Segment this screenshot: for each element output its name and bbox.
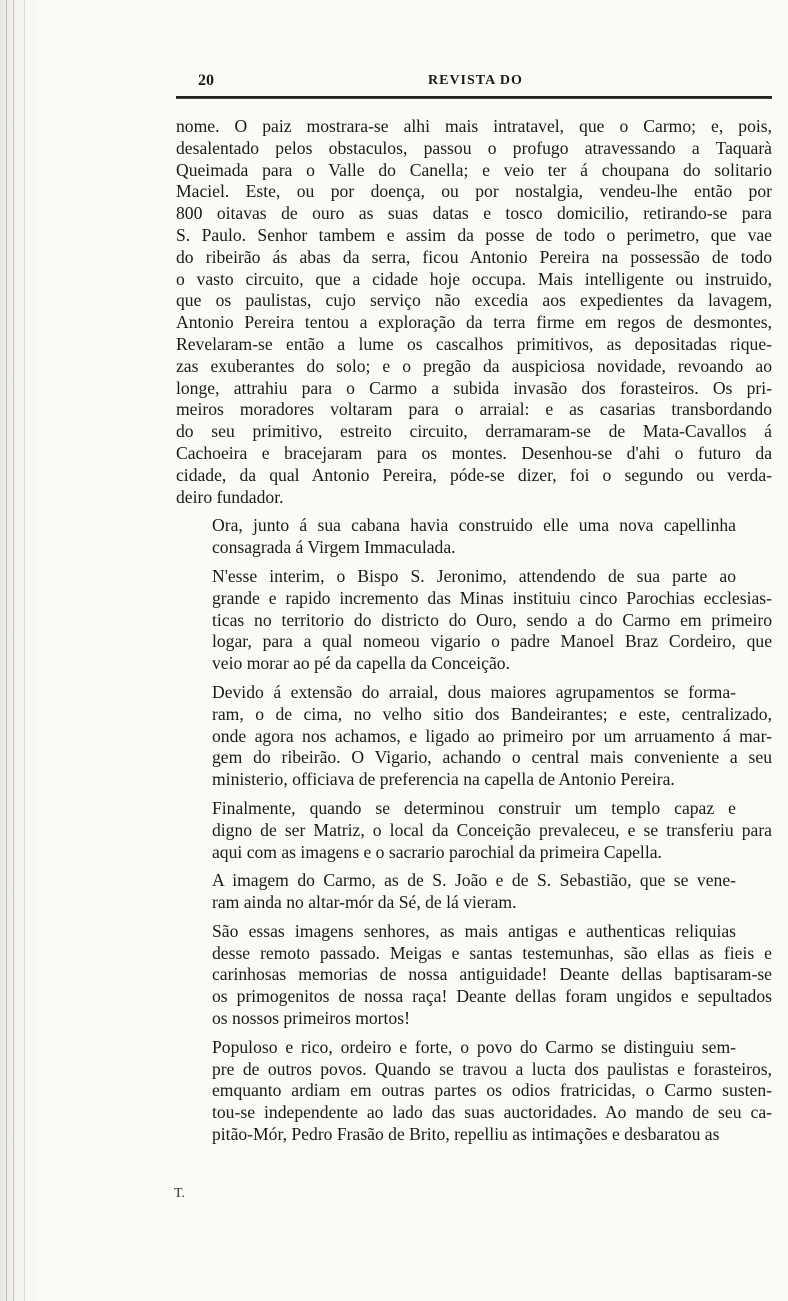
paragraph [176, 1037, 772, 1146]
text-line: A imagem do Carmo, as de S. João e de S. Sebastião, que se vene- [212, 870, 736, 891]
text-line: ticas no territorio do districto do Ouro, sendo a do Carmo em primeiro [212, 609, 772, 630]
binding-gutter [0, 0, 40, 1301]
text-line: Ora, junto á sua cabana havia construido elle uma nova capellinha [212, 515, 736, 536]
text-line: carinhosas memorias de nossa antiguidade! Deante dellas baptisaram-se [212, 964, 772, 985]
body-text [176, 116, 772, 1146]
gutter-edge-line [24, 0, 25, 1301]
gutter-edge-line [6, 0, 7, 1301]
text-line: consagrada á Virgem Immaculada. [212, 537, 456, 558]
footer-fragment: T. [174, 1186, 186, 1201]
text-line: Populoso e rico, ordeiro e forte, o povo do Carmo se distinguiu sem- [212, 1036, 736, 1057]
text-line: longe, attrahiu para o Carmo a subida invasão dos forasteiros. Os pri- [176, 377, 772, 398]
paragraph [176, 515, 772, 559]
text-line: ram, o de cima, no velho sitio dos Bandeirantes; e este, centralizado, [212, 703, 772, 724]
page-header [176, 64, 776, 96]
text-line: logar, para a qual nomeou vigario o padre Manoel Braz Cordeiro, que [212, 631, 772, 652]
text-line: zas exuberantes do solo; e o pregão da auspiciosa novidade, revoando ao [176, 355, 772, 376]
paragraph [176, 870, 772, 914]
paragraph [176, 116, 772, 508]
paragraph [176, 566, 772, 675]
text-line: gem do ribeirão. O Vigario, achando o central mais conveniente a seu [212, 747, 772, 768]
text-line: Maciel. Este, ou por doença, ou por nostalgia, vendeu-lhe então por [176, 181, 772, 202]
page-number: 20 [198, 72, 214, 89]
text-line: grande e rapido incremento das Minas instituiu cinco Parochias ecclesias- [212, 587, 772, 608]
paragraph [176, 921, 772, 1030]
paragraph [176, 682, 772, 791]
text-line: o vasto circuito, que a cidade hoje occupa. Mais intelligente ou instruido, [176, 268, 772, 289]
text-line: Antonio Pereira tentou a exploração da terra firme em regos de desmontes, [176, 312, 772, 333]
text-line: veio morar ao pé da capella da Conceição. [212, 653, 510, 674]
text-line: que os paulistas, cujo serviço não excedia aos expedientes da lavagem, [176, 290, 772, 311]
text-line: N'esse interim, o Bispo S. Jeronimo, attendendo de sua parte ao [212, 565, 736, 586]
text-line: Finalmente, quando se determinou construir um templo capaz e [212, 797, 736, 818]
text-line: os nossos primeiros mortos! [212, 1008, 410, 1029]
text-line: S. Paulo. Senhor tambem e assim da posse de todo o perimetro, que vae [176, 224, 772, 245]
text-line: 800 oitavas de ouro as suas datas e tosco domicilio, retirando-se para [176, 203, 772, 224]
text-line: aqui com as imagens e o sacrario parochial da primeira Capella. [212, 841, 662, 862]
text-line: desalentado pelos obstaculos, passou o profugo atravessando a Taquarà [176, 137, 772, 158]
text-line: nome. O paiz mostrara-se alhi mais intratavel, que o Carmo; e, pois, [176, 116, 772, 136]
text-line: ministerio, officiava de preferencia na capella de Antonio Pereira. [212, 769, 675, 790]
text-line: emquanto ardiam em outras partes os odios fratricidas, o Carmo susten- [212, 1080, 772, 1101]
text-line: São essas imagens senhores, as mais antigas e authenticas reliquias [212, 920, 736, 941]
text-line: onde agora nos achamos, e ligado ao primeiro por um arruamento á mar- [212, 725, 772, 746]
text-line: tou-se independente ao lado das suas auctoridades. Ao mando de seu ca- [212, 1102, 772, 1123]
text-line: desse remoto passado. Meigas e santas testemunhas, são ellas as fieis e [212, 942, 772, 963]
text-line: Devido á extensão do arraial, dous maiores agrupamentos se forma- [212, 681, 736, 702]
text-line: Queimada para o Valle do Canella; e veio ter á choupana do solitario [176, 159, 772, 180]
text-line: do seu primitivo, estreito circuito, derramaram-se de Mata-Cavallos á [176, 421, 772, 442]
text-line: deiro fundador. [176, 486, 284, 507]
text-line: do ribeirão ás abas da serra, ficou Antonio Pereira na possessão de todo [176, 246, 772, 267]
text-line: Revelaram-se então a lume os cascalhos primitivos, as depositadas rique- [176, 333, 772, 354]
text-line: ram ainda no altar-mór da Sé, de lá vieram. [212, 892, 517, 913]
text-line: cidade, da qual Antonio Pereira, póde-se dizer, foi o segundo ou verda- [176, 464, 772, 485]
header-rule [176, 96, 772, 99]
text-line: meiros moradores voltaram para o arraial: e as casarias transbordando [176, 399, 772, 420]
text-line: os primogenitos de nossa raça! Deante dellas foram ungidos e sepultados [212, 986, 772, 1007]
text-line: Cachoeira e bracejaram para os montes. Desenhou-se d'ahi o futuro da [176, 442, 772, 463]
gutter-edge-line [13, 0, 14, 1301]
text-line: digno de ser Matriz, o local da Conceição prevaleceu, e se transferiu para [212, 819, 772, 840]
running-title: REVISTA DO [428, 73, 523, 88]
paragraph [176, 798, 772, 863]
text-line: pitão-Mór, Pedro Frasão de Brito, repelliu as intimações e desbaratou as [212, 1124, 720, 1145]
text-line: pre de outros povos. Quando se travou a lucta dos paulistas e forasteiros, [212, 1058, 772, 1079]
